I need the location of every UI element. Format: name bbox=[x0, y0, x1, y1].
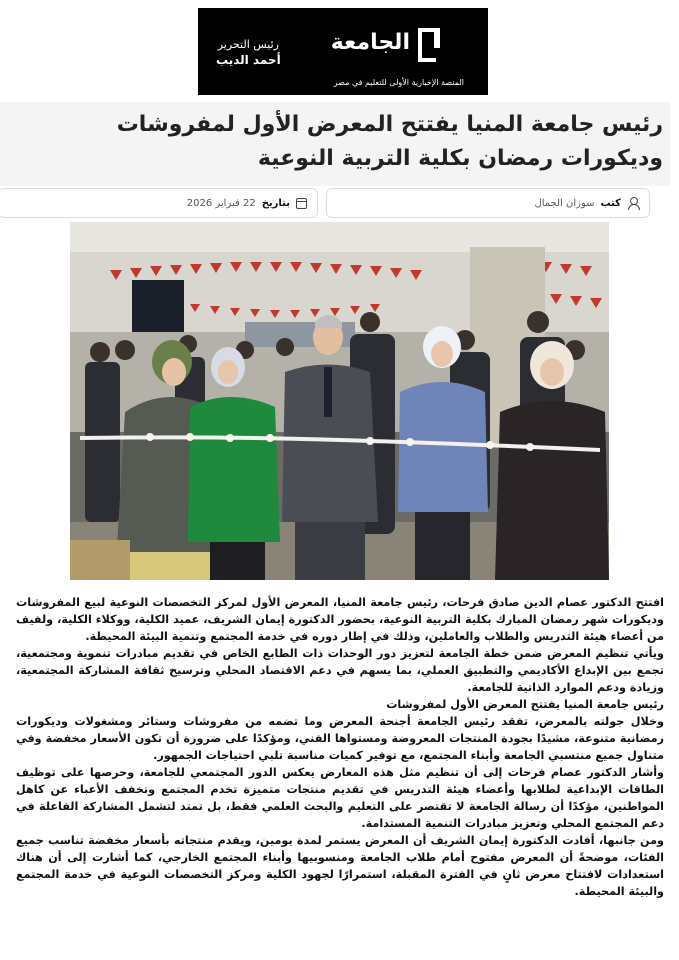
article-headline: رئيس جامعة المنيا يفتتح المعرض الأول لمفروشات وديكورات رمضان بكلية التربية النوعية bbox=[116, 112, 663, 171]
article-paragraph: رئيس جامعة المنيا يفتتح المعرض الأول لمفروشات bbox=[386, 698, 664, 711]
author-key: كتب bbox=[600, 197, 621, 209]
editor-info bbox=[216, 38, 281, 67]
article-paragraph: وأشار الدكتور عصام فرحات إلى أن تنظيم مثل هذه المعارض يعكس الدور المجتمعي للجامعة، وحرصها على توظيف الطاقات الإبداعية لطلابها وأعضاء هيئة التدريس في تقديم منتجات متميزة تخدم المجتمع وتخفف الأعباء عن كاهل المواطنين، مؤكدًا أن رسالة الجامعة لا تقتصر على التعليم والبحث العلمي فقط، بل تمتد لتشمل المشاركة الفاعلة في دعم المجتمع المحلي وتعزيز مبادرات التنمية المستدامة. bbox=[16, 766, 664, 830]
article-paragraph: افتتح الدكتور عصام الدين صادق فرحات، رئيس جامعة المنيا، المعرض الأول لمركز التخصصات النوعية لبيع المفروشات وديكورات شهر رمضان المبارك بكلية التربية النوعية، بحضور الدكتورة إيمان الشريف، عميد الكلية، ووكلاء الكلية، ولفيف من أعضاء هيئة التدريس والطلاب والعاملين، وذلك في إطار دوره في خدمة المجتمع وتنمية البيئة المحيطة. bbox=[16, 596, 664, 643]
site-logo-icon bbox=[418, 28, 436, 62]
article-paragraph: ومن جانبها، أفادت الدكتورة إيمان الشريف أن المعرض يستمر لمدة يومين، ويقدم منتجاته بأسعار مخفضة تناسب جميع الفئات، موضحةً أن المعرض مفتوح أمام طلاب الجامعة ومنسوبيها وأبناء المجتمع الخارجي، كما أشارت إلى أن هناك استعدادات لافتتاح معرض ثانٍ في الفترة المقبلة، استمرارًا لجهود الكلية ومركز التخصصات النوعية في خدمة المجتمع والبيئة المحيطة. bbox=[16, 834, 664, 898]
date-bar bbox=[0, 188, 318, 218]
editor-label: رئيس التحرير bbox=[217, 38, 279, 51]
site-banner[interactable] bbox=[198, 8, 488, 95]
ribbon-cutting-photo bbox=[70, 222, 609, 580]
article-paragraph: ويأتي تنظيم المعرض ضمن خطة الجامعة لتعزيز دور الوحدات ذات الطابع الخاص في تقديم مبادرات تنموية ومجتمعية، تجمع بين الإبداع الأكاديمي والتطبيق العملي، بما يسهم في دعم الاقتصاد المحلي وترسيخ ثقافة المشاركة المجتمعية، وزيادة ودعم الموارد الذاتية للجامعة. bbox=[16, 647, 664, 694]
article-paragraph: وخلال جولته بالمعرض، تفقد رئيس الجامعة أجنحة المعرض وما تضمه من مفروشات وستائر ومشغولات وديكورات رمضانية متنوعة، مشيدًا بجودة المنتجات المعروضة ومستواها الفني، ومؤكدًا على ضرورة أن تكون الأسعار مخفضة وفي متناول جميع منتسبي الجامعة وأبناء المجتمع، مع توفير كميات مناسبة تلبي احتياجات الجمهور. bbox=[16, 715, 664, 762]
article-photo bbox=[70, 222, 609, 580]
date-value: 22 فبراير 2026 bbox=[186, 197, 256, 209]
calendar-icon bbox=[296, 198, 307, 209]
user-icon bbox=[627, 197, 639, 209]
date-key: بتاريخ bbox=[261, 197, 290, 209]
site-tagline: المنصة الإخبارية الأولى للتعليم في مصر bbox=[333, 78, 464, 87]
article-body bbox=[16, 594, 664, 900]
author-bar bbox=[326, 188, 650, 218]
editor-name: أحمد الديب bbox=[216, 53, 281, 67]
site-logo-text: الجامعة bbox=[330, 30, 410, 55]
author-name[interactable]: سوزان الجمال bbox=[534, 197, 595, 209]
